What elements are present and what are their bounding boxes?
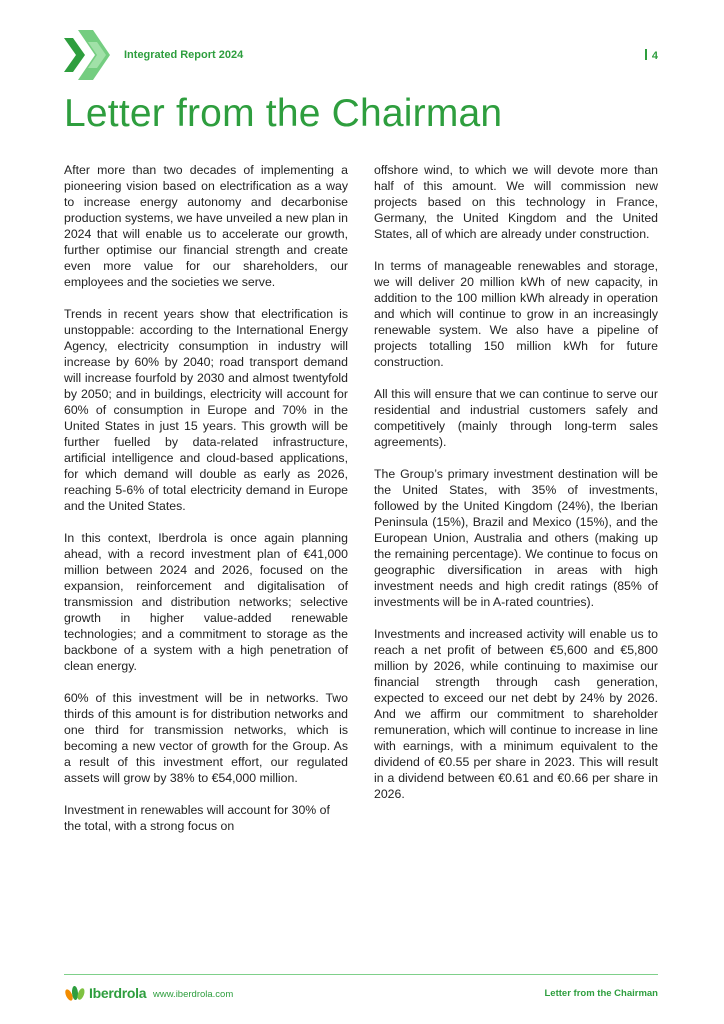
paragraph: In terms of manageable renewables and storage, we will deliver 20 million kWh of new capacity, in addition to the 100 million kWh already in operation and which will continue to grow in an increasingly renewable system. We also have a pipeline of projects totalling 150 million kWh for future construction. — [374, 259, 658, 369]
page-number — [645, 49, 658, 62]
double-chevron-logo-icon — [64, 30, 118, 80]
page-number-value: 4 — [651, 50, 658, 62]
page-title: Letter from the Chairman — [64, 92, 503, 135]
footer-divider — [64, 974, 658, 975]
paragraph: Investments and increased activity will enable us to reach a net profit of between €5,600 and €5,800 million by 2026, while continuing to maximise our financial strength through cash generation, expected to exceed our net debt by 24% by 2026. And we affirm our commitment to shareholder remuneration, which will continue to increase in line with earnings, with a minimum equivalent to the dividend of €0.55 per share in 2023. This will result in a dividend between €0.61 and €0.66 per share in 2026. — [374, 627, 658, 801]
paragraph: After more than two decades of implementing a pioneering vision based on electrification as a way to increase energy autonomy and decarbonise production systems, we have unveiled a new plan in 2024 that will enable us to accelerate our growth, further optimise our financial strength and create even more value for our shareholders, our employees and the societies we serve. — [64, 163, 348, 289]
paragraph: All this will ensure that we can continue to serve our residential and industrial customers safely and competitively (mainly through long-term sales agreements). — [374, 387, 658, 449]
iberdrola-leaves-logo-icon — [64, 984, 86, 1002]
footer-url-link[interactable]: www.iberdrola.com — [153, 989, 234, 1000]
left-column — [64, 162, 348, 850]
report-title: Integrated Report 2024 — [124, 49, 244, 61]
paragraph: The Group’s primary investment destination will be the United States, with 35% of investments, followed by the United Kingdom (24%), the Iberian Peninsula (15%), Brazil and Mexico (15%), and the European Union, Australia and others (making up the remaining percentage). We continue to focus on geographic diversification in areas with high investment needs and high credit ratings (85% of investments will be in A-rated countries). — [374, 467, 658, 609]
paragraph: In this context, Iberdrola is once again planning ahead, with a record investment plan of €41,000 million between 2024 and 2026, focused on the expansion, reinforcement and digitalisation of transmission and distribution networks; selective growth in higher value-added renewable technologies; and a commitment to storage as the backbone of a system with a high penetration of clean energy. — [64, 531, 348, 673]
paragraph: offshore wind, to which we will devote more than half of this amount. We will commission new projects based on this technology in France, Germany, the United Kingdom and the United States, all of which are already under construction. — [374, 163, 658, 241]
paragraph: Investment in renewables will account for 30% of the total, with a strong focus on — [64, 803, 330, 833]
footer-section-title: Letter from the Chairman — [544, 988, 658, 999]
right-column — [374, 162, 658, 818]
paragraph: Trends in recent years show that electrification is unstoppable: according to the International Energy Agency, electricity consumption in industry will increase by 60% by 2040; road transport demand will increase fourfold by 2030 and almost twentyfold by 2050; and in buildings, electricity will account for 60% of consumption in Europe and 70% in the United States in just 15 years. This growth will be further fuelled by data-related infrastructure, artificial intelligence and cloud-based applications, for which demand will double as early as 2026, reaching 5-6% of total electricity demand in Europe and the United States. — [64, 307, 348, 513]
footer-brand: Iberdrola — [89, 985, 147, 1001]
paragraph: 60% of this investment will be in networks. Two thirds of this amount is for distribution networks and one third for transmission networks, which is becoming a new vector of growth for the Group. As a result of this investment effort, our regulated assets will grow by 38% to €54,000 million. — [64, 691, 348, 785]
footer-logo[interactable] — [64, 983, 146, 1003]
